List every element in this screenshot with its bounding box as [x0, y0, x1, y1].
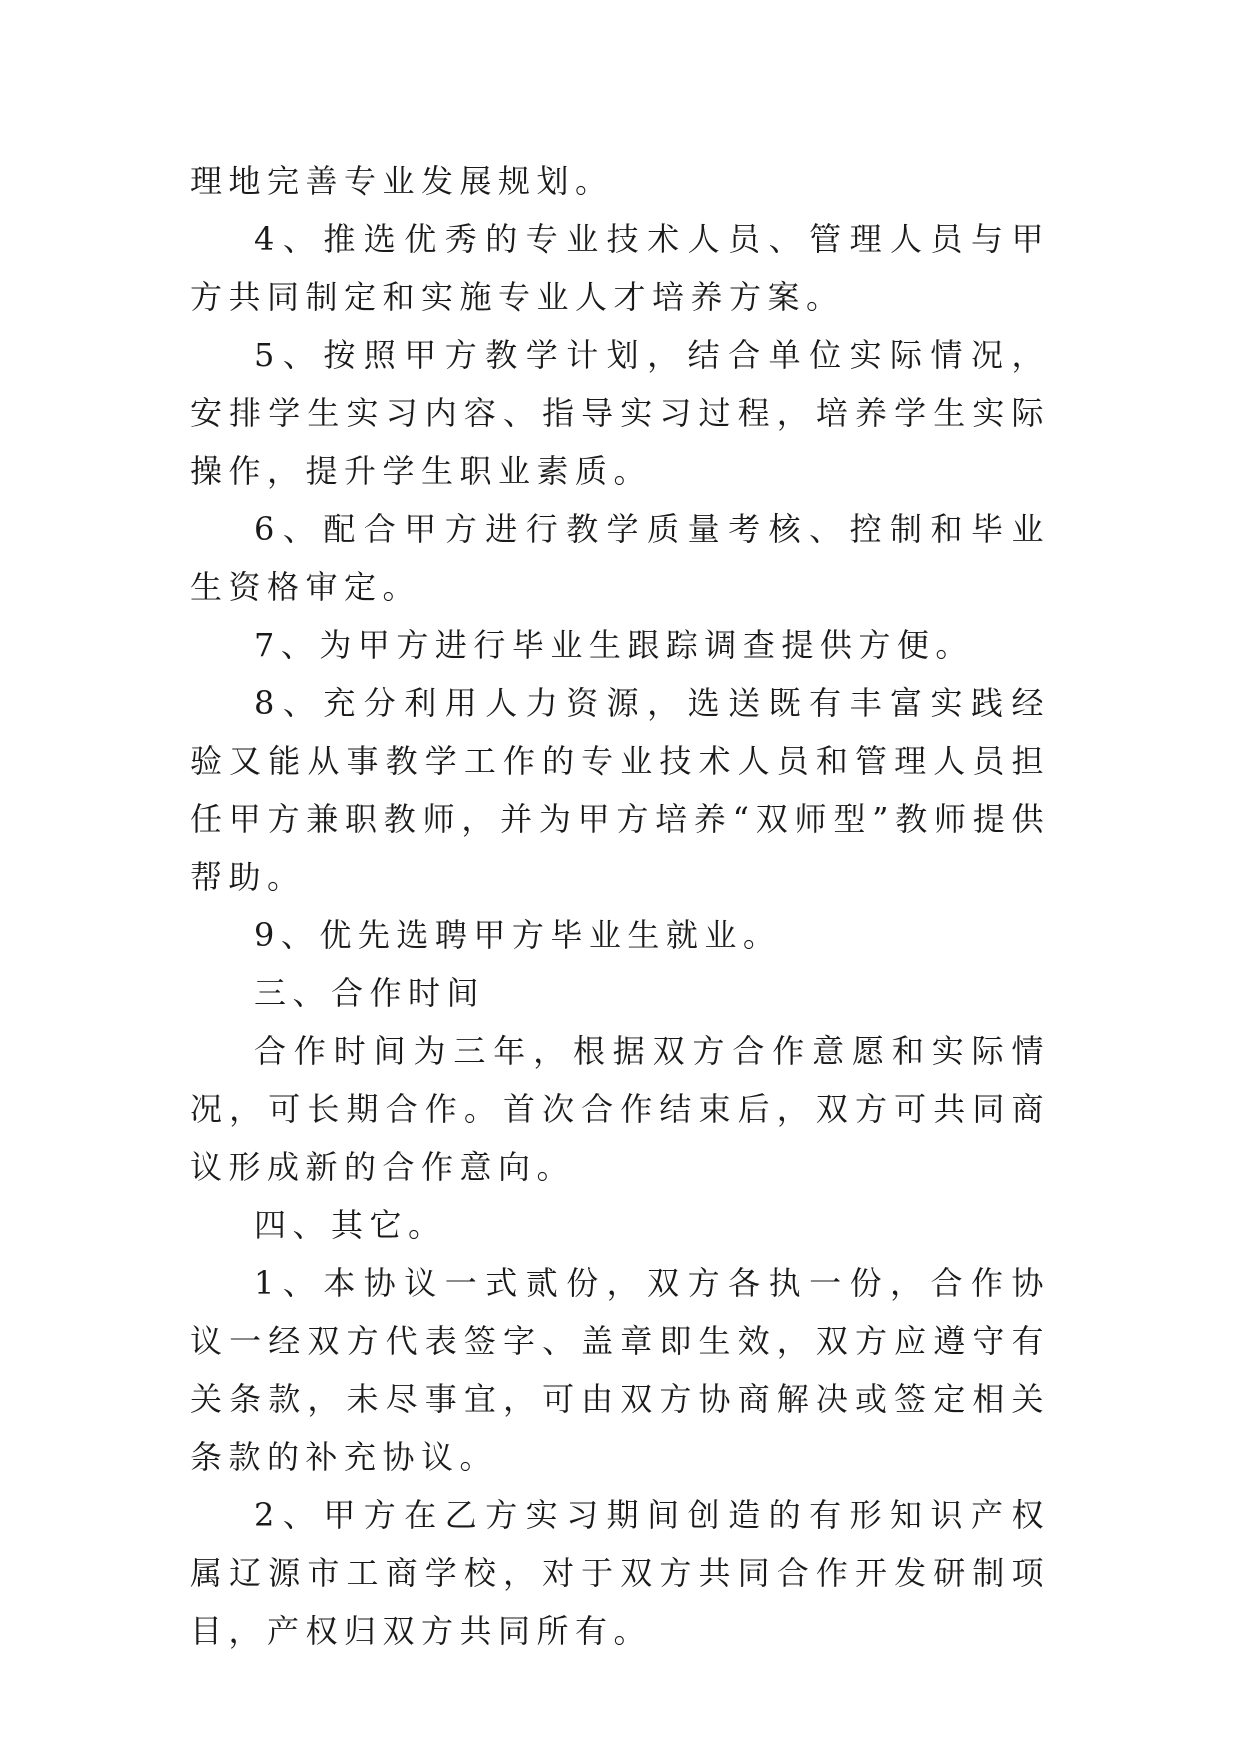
paragraph-cooperation-period: 合作时间为三年，根据双方合作意愿和实际情况，可长期合作。首次合作结束后，双方可共同商议形成新的合作意向。: [190, 1032, 1050, 1186]
paragraph-item-6: 6、配合甲方进行教学质量考核、控制和毕业生资格审定。: [190, 510, 1050, 606]
paragraph-item-7: 7、为甲方进行毕业生跟踪调查提供方便。: [254, 626, 974, 664]
document-body: [190, 152, 1050, 1660]
paragraph-other-item-1: 1、本协议一式贰份，双方各执一份，合作协议一经双方代表签字、盖章即生效，双方应遵守有关条款，未尽事宜，可由双方协商解决或签定相关条款的补充协议。: [190, 1264, 1050, 1476]
paragraph-item-5: 5、按照甲方教学计划，结合单位实际情况，安排学生实习内容、指导实习过程，培养学生实际操作，提升学生职业素质。: [190, 336, 1050, 490]
paragraph-item-9: 9、优先选聘甲方毕业生就业。: [254, 916, 782, 954]
section-heading-cooperation-period: 三、合作时间: [254, 974, 486, 1012]
paragraph-item-4: 4、推选优秀的专业技术人员、管理人员与甲方共同制定和实施专业人才培养方案。: [190, 220, 1050, 316]
section-heading-other: 四、其它。: [254, 1206, 447, 1244]
paragraph-item-8: 8、充分利用人力资源，选送既有丰富实践经验又能从事教学工作的专业技术人员和管理人员担任甲方兼职教师，并为甲方培养“双师型”教师提供帮助。: [190, 684, 1050, 896]
paragraph-other-item-2: 2、甲方在乙方实习期间创造的有形知识产权属辽源市工商学校，对于双方共同合作开发研制项目，产权归双方共同所有。: [190, 1496, 1050, 1650]
paragraph-continuation: 理地完善专业发展规划。: [190, 162, 614, 200]
